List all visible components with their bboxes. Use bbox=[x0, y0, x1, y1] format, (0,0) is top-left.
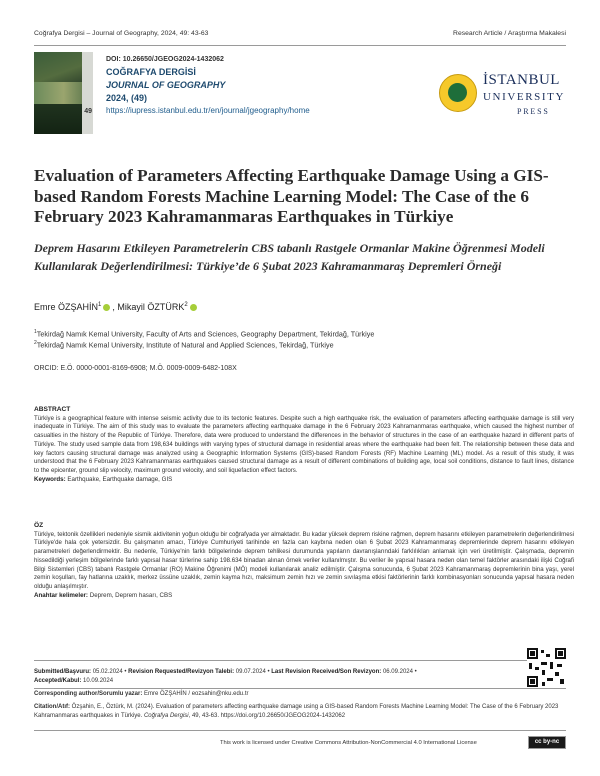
journal-name-en: JOURNAL OF GEOGRAPHY bbox=[106, 80, 226, 90]
article-title: Evaluation of Parameters Affecting Earthquake Damage Using a GIS-based Random Forests Machine Learning Model: The Case of the 6 February 2023 Kahramanmaras Earthquakes in Türkiye bbox=[34, 166, 549, 226]
footer-rule bbox=[34, 688, 566, 689]
cover-volume: 49 bbox=[84, 108, 92, 115]
running-header bbox=[34, 30, 566, 42]
oz-heading: ÖZ bbox=[34, 522, 44, 529]
journal-name-tr: COĞRAFYA DERGİSİ bbox=[106, 67, 196, 77]
author-list: Emre ÖZŞAHİN$^1$ , Mikayil ÖZTÜRK$^2$ bbox=[34, 302, 199, 312]
abstract-text: Türkiye is a geographical feature with intense seismic activity due to its tectonic features. Despite such a high earthquake risk, the evaluation of parameters affecting earthquake damage is still very inadequate in Türkiye. The aim of this study was to evaluate the parameters affecting earthquake damage in the 6 February 2023 Kahramanmaras earthquake, which caused the highest number of casualties in the history of the Republic of Türkiye. Therefore, data were produced to understand the differences in the behavior of structures in the case of an earthquake hazard in different parts of Türkiye. The study used sample data from 198,634 buildings with varying types of structural damage in residential areas where the earthquake had been felt. The relationship between these data and key factors causing structural damage was analyzed using a Geographic Information Systems (GIS)-based Random Forests (RF) Machine Learning (ML) model. As a result of this study, it was understood that the 6 February 2023 Kahramanmaras earthquakes caused structural damage as a result of different combinations of building age, local soil conditions, distance to fault lines, distance to the epicenter, ground slip velocity, maximum ground velocity, and soil liquefaction effect factors. bbox=[34, 414, 574, 474]
journal-info bbox=[106, 56, 406, 115]
footer-rule bbox=[34, 730, 566, 731]
corresponding-author: Corresponding author/Sorumlu yazar: Emre ÖZŞAHİN / eozsahin@nku.edu.tr bbox=[34, 691, 249, 697]
affiliation: $^1$Tekirdağ Namık Kemal University, Faculty of Arts and Sciences, Geography Department, Tekirdağ, Türkiye bbox=[34, 329, 375, 339]
header-rule bbox=[34, 45, 566, 46]
journal-cover-thumbnail bbox=[34, 52, 93, 134]
affiliation: $^2$Tekirdağ Namık Kemal University, Institute of Natural and Applied Sciences, Tekirdağ, Türkiye bbox=[34, 340, 334, 350]
submission-dates: Submitted/Başvuru: 05.02.2024 • Revision Requested/Revizyon Talebi: 09.07.2024 • Last Revision Received/Son Revizyon: 06.09.2024 • Accepted/Kabul: 10.09.2024 bbox=[34, 669, 417, 684]
journal-url-link[interactable]: https://iupress.istanbul.edu.tr/en/journal/jgeography/home bbox=[106, 106, 310, 115]
author-name: Emre ÖZŞAHİN bbox=[34, 302, 99, 312]
license-text: This work is licensed under Creative Commons Attribution-NonCommercial 4.0 International License bbox=[220, 740, 477, 746]
orcid-icon[interactable] bbox=[103, 304, 110, 311]
header-article-type: Research Article / Araştırma Makalesi bbox=[453, 30, 566, 37]
footer-rule bbox=[34, 660, 566, 661]
orcid-icon[interactable] bbox=[190, 304, 197, 311]
anahtar-kelimeler: Anahtar kelimeler: Deprem, Deprem hasarı, CBS bbox=[34, 591, 173, 599]
orcid-line: ORCID: E.Ö. 0000-0001-8169-6908; M.Ö. 0009-0009-6482-108X bbox=[34, 365, 237, 372]
abstract-section bbox=[34, 406, 574, 484]
istanbul-university-press-logo: İSTANBUL UNIVERSITY PRESS bbox=[439, 66, 567, 122]
header-journal-citation: Coğrafya Dergisi – Journal of Geography, 2024, 49: 43-63 bbox=[34, 30, 209, 37]
journal-year-issue: 2024, (49) bbox=[106, 93, 148, 103]
author-name: Mikayil ÖZTÜRK bbox=[117, 302, 185, 312]
keywords: Keywords: Earthquake, Earthquake damage, GIS bbox=[34, 475, 173, 483]
qr-code-icon bbox=[527, 648, 566, 687]
doi: DOI: 10.26650/JGEOG2024-1432062 bbox=[106, 56, 224, 63]
article-subtitle-tr: Deprem Hasarını Etkileyen Parametrelerin CBS tabanlı Rastgele Ormanlar Makine Öğrenmesi Modeli Kullanılarak Değerlendirilmesi: Türkiye’de 6 Şubat 2023 Kahramanmaraş Depremleri Örneği bbox=[34, 241, 545, 273]
oz-section bbox=[34, 522, 574, 600]
citation: Citation/Atıf: Özşahin, E., Öztürk, M. (2024). Evaluation of parameters affecting earthquake damage using a GIS-based Random Forests Machine Learning Model: The Case of the 6 February 2023 Kahramanmaras earthquakes in Türkiye. Coğrafya Dergisi, 49, 43-63. https://doi.org/10.26650/JGEOG2024-1432062 bbox=[34, 704, 559, 719]
university-seal-icon bbox=[439, 74, 477, 112]
oz-text: Türkiye, tektonik özellikleri nedeniyle sismik aktivitenin yoğun olduğu bir coğrafyada yer almaktadır. Bu kadar yüksek deprem riskine rağmen, deprem hasarını etkileyen parametrelerin değerlendirilmesi Türkiye'de hala çok yetersizdir. Bu çalışmanın amacı, Türkiye Cumhuriyeti tarihinde en fazla can kaybına neden olan 6 Şubat 2023 Kahramanmaraş depremlerinde deprem hasarını etkileyen parametreleri değerlendirmektir. Bu nedenle, Türkiye'nin farklı bölgelerinde deprem tehlikesi durumunda yapıların davranışlarındaki farklılıkları anlamak için veri üretilmiştir. Çalışmada, depremin hissedildiği yerleşim bölgelerinde farklı yapısal hasar türlerine sahip 198.634 binadan alınan örnek veriler kullanılmıştır. Bu veriler ile yapısal hasara neden olan temel faktörler arasındaki ilişki Coğrafi Bilgi Sistemleri (CBS) tabanlı Rastgele Ormanlar (RO) Makine Öğrenimi (MÖ) modeli kullanılarak analiz edilmiştir. Çalışma sonucunda, 6 Şubat 2023 Kahramanmaraş depremlerinin bina yaşı, yerel zemin koşulları, fay hatlarına uzaklık, merkez üssüne uzaklık, zemin kayma hızı, maksimum zemin hızı ve zemin sıvılaşma etkisi faktörlerinin farklı kombinasyonları sonucunda yapısal hasara neden olduğu anlaşılmıştır. bbox=[34, 530, 574, 590]
abstract-heading: ABSTRACT bbox=[34, 406, 71, 413]
cc-license-badge[interactable]: cc by-nc bbox=[528, 736, 566, 749]
